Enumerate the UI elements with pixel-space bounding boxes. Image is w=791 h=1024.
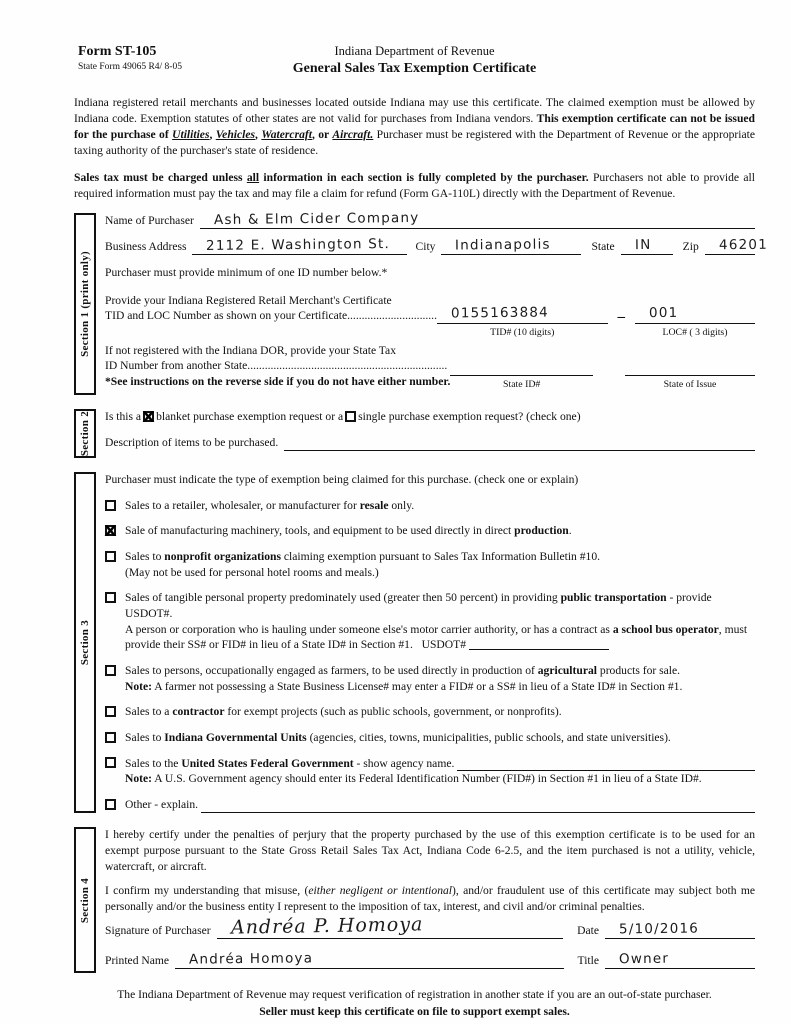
printed-name-value: Andréa Homoya (188, 950, 314, 968)
intro-paragraph: Indiana registered retail merchants and businesses located outside Indiana may use this certificate. The claimed exemption must be allowed by Indiana code. Exemption statutes of other states are not valid for purchases from Indiana vendors. This exemption certificate can not be issued for the purchase of Utilities, Vehicles, Watercraft, or Aircraft. Purchaser must be registered with the Department of Revenue or the appropriate taxing authority of the purchaser's state of residence. (74, 96, 756, 157)
business-address-field (192, 235, 407, 255)
loc-caption: LOC# ( 3 digits) (662, 326, 728, 338)
printed-name-row (105, 950, 755, 969)
tid-instruction-line2: TID and LOC Number as shown on your Certificate............................... (105, 309, 437, 323)
name-of-purchaser-label: Name of Purchaser (105, 214, 194, 228)
state-of-issue-caption: State of Issue (663, 378, 717, 390)
date-value: 5/10/2016 (618, 920, 700, 938)
date-field (605, 920, 755, 939)
title-value: Owner (618, 950, 670, 968)
state-field (621, 236, 673, 255)
exemption-option-public-transportation: Sales of tangible personal property predominately used (greater then 50 percent) in providing public transportation - provide USDOT#. A person or corporation who is hauling under someone else's motor carrier authority, or has a contract as a school bus operator, must provide their SS# or FID# in lieu of a State ID# in Section #1. USDOT# (105, 590, 755, 653)
signature-label: Signature of Purchaser (105, 924, 211, 938)
footer-line2: Seller must keep this certificate on file to support exempt sales. (259, 1004, 570, 1018)
exemption-option-production: X Sale of manufacturing machinery, tools, and equipment to be used directly in direct production. (105, 523, 755, 539)
section1-label-box (74, 213, 96, 395)
city-field (441, 236, 581, 255)
title-label: Title (577, 954, 599, 968)
usdot-label: USDOT# (421, 638, 467, 652)
exemption-option-other: Other - explain. (105, 797, 755, 813)
name-of-purchaser-row (105, 209, 755, 229)
purchase-type-question: Is this a X blanket purchase exemption request or a single purchase exemption request? (check one) (105, 409, 755, 425)
title-field (605, 950, 755, 969)
tid-row (105, 293, 755, 339)
state-id-field (450, 361, 593, 376)
signature-field (217, 913, 564, 940)
footer-line1: The Indiana Department of Revenue may request verification of registration in another state if you are an out-of-state purchaser. (117, 988, 712, 1002)
name-of-purchaser-value: Ash & Elm Cider Company (213, 209, 420, 228)
section1-label: Section 1 (print only) (79, 250, 91, 357)
intro-text: Indiana registered retail merchants and businesses located outside Indiana may use this certificate. The claimed exemption must be allowed by Indiana code. Exemption statutes of other states are not valid for purchases from Indiana vendors. (74, 96, 755, 125)
nonprofit-checkbox (105, 551, 116, 562)
section4-panel (74, 827, 755, 973)
section3-label-box (74, 472, 96, 813)
agricultural-checkbox (105, 665, 116, 676)
section4-label: Section 4 (79, 877, 91, 923)
section3-intro: Purchaser must indicate the type of exemption being claimed for this purchase. (check one or explain) (105, 473, 579, 487)
public-transportation-checkbox (105, 592, 116, 603)
business-address-row (105, 235, 768, 255)
loc-field (635, 305, 755, 324)
section3-label: Section 3 (79, 620, 91, 666)
signature-row (105, 913, 755, 940)
usdot-field (469, 637, 609, 650)
other-explain-field (201, 797, 755, 813)
loc-value: 001 (648, 305, 679, 322)
state-tax-row (105, 343, 755, 391)
section2-label: Section 2 (79, 410, 91, 457)
description-row (105, 435, 755, 451)
section2-panel (74, 409, 755, 458)
federal-government-checkbox (105, 757, 116, 768)
state-value: IN (634, 236, 652, 253)
exemption-option-contractor: Sales to a contractor for exempt projects (such as public schools, government, or nonprofits). (105, 704, 755, 720)
blanket-purchase-checkbox (143, 411, 154, 422)
printed-name-label: Printed Name (105, 954, 170, 968)
exemption-option-agricultural: Sales to persons, occupationally engaged as farmers, to be used directly in production of agricultural products for sale. Note: A farmer not possessing a State Business License# may enter a FID# or a SS# in lieu of a State ID# in Section #1. (105, 663, 755, 694)
business-address-value: 2112 E. Washington St. (206, 235, 391, 254)
exemption-option-resale: Sales to a retailer, wholesaler, or manufacturer for resale only. (105, 498, 755, 514)
printed-name-field (175, 950, 563, 969)
state-form-number: State Form 49065 R4/ 8-05 (78, 62, 182, 72)
watercraft-term: Watercraft (261, 127, 312, 141)
tid-caption: TID# (10 digits) (490, 326, 555, 338)
section3-panel (74, 472, 755, 813)
state-label: State (591, 240, 615, 254)
zip-field (705, 236, 768, 255)
min-id-note: Purchaser must provide minimum of one ID number below.* (105, 265, 388, 279)
production-checkbox (105, 525, 116, 536)
form-title: General Sales Tax Exemption Certificate (292, 61, 537, 76)
certification-paragraph: I hereby certify under the penalties of perjury that the property purchased by the use of this exemption certificate is to be used for an exempt purpose pursuant to the State Gross Retail Sales Tax Act, Indiana Code 6-2.5, and the item purchased is not a utility, vehicle, watercraft, or aircraft. (105, 828, 755, 874)
name-of-purchaser-field (200, 209, 755, 229)
description-label: Description of items to be purchased. (105, 435, 279, 449)
see-instructions-note: *See instructions on the reverse side if you do not have either number. (105, 375, 451, 389)
zip-value: 46201 (718, 236, 768, 253)
business-address-label: Business Address (105, 240, 187, 254)
agency-name-field (457, 755, 755, 771)
form-header (74, 44, 755, 77)
single-purchase-checkbox (345, 411, 356, 422)
city-label: City (415, 240, 436, 254)
section1-panel (74, 209, 768, 395)
tid-value: 0155163884 (450, 304, 549, 322)
date-label: Date (577, 924, 599, 938)
city-value: Indianapolis (455, 236, 552, 254)
state-tax-line2: ID Number from another State..................................................................... (105, 359, 448, 373)
state-tax-line1: If not registered with the Indiana DOR, provide your State Tax (105, 343, 396, 357)
tax-notice-paragraph: Sales tax must be charged unless all information in each section is fully completed by the purchaser. Purchasers not able to provide all required information must pay the tax and may file a claim for refund (Form GA-110L) directly with the Department of Revenue. (74, 170, 755, 200)
state-id-caption: State ID# (503, 378, 541, 390)
tid-instruction-line1: Provide your Indiana Registered Retail Merchant's Certificate (105, 293, 392, 307)
department-name: Indiana Department of Revenue (334, 44, 495, 58)
utilities-term: Utilities (172, 127, 210, 141)
form-number: Form ST-105 (78, 44, 157, 59)
section4-label-box (74, 827, 96, 973)
other-checkbox (105, 799, 116, 810)
zip-label: Zip (682, 240, 699, 254)
footer-note (74, 987, 755, 1021)
exemption-option-federal-government: Sales to the United States Federal Government - show agency name. Note: A U.S. Government agency should enter its Federal Identification Number (FID#) in Section #1 in lieu of a State ID#. (105, 755, 755, 787)
signature-value: Andréa P. Homoya (230, 913, 424, 940)
tid-field (437, 304, 608, 324)
section2-label-box (74, 409, 96, 458)
contractor-checkbox (105, 706, 116, 717)
exemption-option-governmental-units: Sales to Indiana Governmental Units (agencies, cities, towns, municipalities, public schools, and state universities). (105, 730, 755, 746)
tid-loc-separator: – (617, 308, 625, 325)
exemption-option-nonprofit: Sales to nonprofit organizations claiming exemption pursuant to Sales Tax Information Bulletin #10. (May not be used for personal hotel rooms and meals.) (105, 549, 755, 580)
governmental-units-checkbox (105, 732, 116, 743)
resale-checkbox (105, 500, 116, 511)
misuse-paragraph: I confirm my understanding that misuse, (either negligent or intentional), and/or fraudulent use of this certificate may subject both me personally and/or the business entity I represent to the imposition of tax, interest, and civil and/or criminal penalties. (105, 884, 755, 914)
aircraft-term: Aircraft. (332, 127, 374, 141)
state-of-issue-field (625, 361, 755, 376)
description-field (284, 435, 755, 451)
intro-bold-text: This exemption certificate can not be issued for the purchase of (74, 111, 755, 141)
vehicles-term: Vehicles (215, 127, 256, 141)
